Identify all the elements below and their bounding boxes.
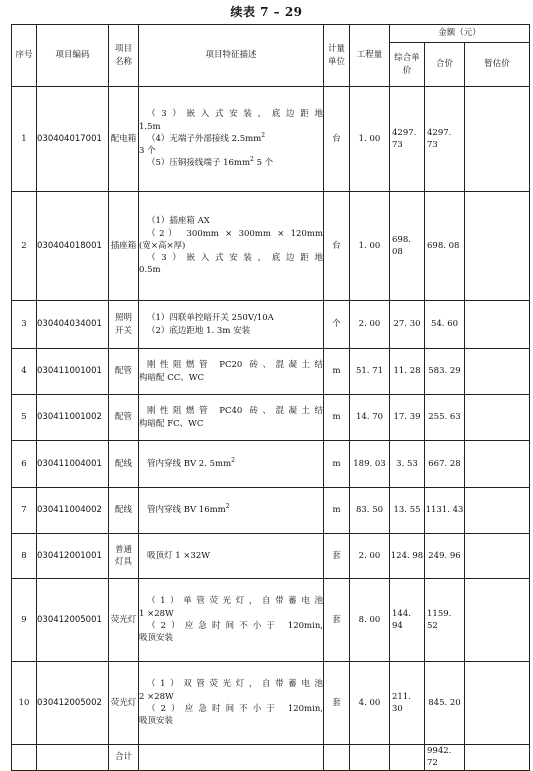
row-name: 普通灯具 [109, 534, 139, 579]
row-desc [139, 395, 324, 441]
header-name: 项目名称 [109, 25, 139, 87]
row-code: 030404017001 [37, 87, 109, 192]
bill-of-quantities-table [11, 24, 530, 771]
header-qty: 工程量 [350, 25, 390, 87]
total-qty-empty [350, 745, 390, 771]
row-name: 配管 [109, 349, 139, 395]
desc-line: 2 ×28W [139, 691, 174, 702]
header-desc: 项目特征描述 [139, 25, 324, 87]
row-estimate [465, 488, 530, 534]
header-unit: 计量单位 [324, 25, 350, 87]
header-amount-group: 金额（元） [390, 25, 530, 43]
row-code: 030411001001 [37, 349, 109, 395]
row-total: 583. 29 [425, 349, 465, 395]
total-code-empty [37, 745, 109, 771]
desc-line: 管内穿线 BV 2. $5mm^2$ [147, 457, 235, 469]
desc-line: （2）应急时间不小于 120min, [147, 704, 323, 714]
row-total: 4297. 73 [425, 87, 465, 192]
total-value: 9942. 72 [425, 745, 465, 771]
row-unit: m [324, 488, 350, 534]
row-code: 030404034001 [37, 301, 109, 349]
row-seq: 8 [12, 534, 37, 579]
row-name: 插座箱 [109, 192, 139, 301]
desc-line: 3 个 [139, 146, 156, 157]
table-row [12, 534, 530, 579]
row-unit-price: 698. 08 [390, 192, 425, 301]
row-estimate [465, 192, 530, 301]
row-estimate [465, 301, 530, 349]
row-name: 配线 [109, 441, 139, 488]
row-name: 荧光灯 [109, 662, 139, 745]
row-unit-price: 27. 30 [390, 301, 425, 349]
row-desc [139, 488, 324, 534]
row-estimate [465, 662, 530, 745]
row-estimate [465, 534, 530, 579]
row-seq: 9 [12, 579, 37, 662]
row-unit-price: 211. 30 [390, 662, 425, 745]
row-unit-price: 4297. 73 [390, 87, 425, 192]
row-unit: 套 [324, 662, 350, 745]
row-qty: 14. 70 [350, 395, 390, 441]
row-name: 荧光灯 [109, 579, 139, 662]
row-total: 255. 63 [425, 395, 465, 441]
row-estimate [465, 87, 530, 192]
desc-line: 吸顶灯 1 ×32W [147, 550, 210, 561]
header-estimate: 暂估价 [465, 43, 530, 87]
desc-line: 构暗配 CC、WC [139, 372, 204, 383]
desc-line: (宽×高×厚) [139, 240, 186, 251]
row-qty: 4. 00 [350, 662, 390, 745]
row-seq: 6 [12, 441, 37, 488]
row-unit-price: 144. 94 [390, 579, 425, 662]
row-qty: 2. 00 [350, 534, 390, 579]
row-seq: 4 [12, 349, 37, 395]
row-desc [139, 349, 324, 395]
row-unit-price: 124. 98 [390, 534, 425, 579]
row-unit-price: 11. 28 [390, 349, 425, 395]
desc-line: 吸顶安装 [139, 716, 174, 727]
table-row [12, 87, 530, 192]
desc-line: （1）双管荧光灯，自带蓄电池 [147, 679, 323, 690]
row-qty: 189. 03 [350, 441, 390, 488]
row-name: 照明开关 [109, 301, 139, 349]
row-unit: 套 [324, 534, 350, 579]
desc-line: 1.5m [139, 121, 161, 132]
row-unit: 台 [324, 192, 350, 301]
row-qty: 2. 00 [350, 301, 390, 349]
row-name: 配电箱 [109, 87, 139, 192]
row-desc [139, 579, 324, 662]
row-estimate [465, 349, 530, 395]
desc-line: （5）压铜接线端子 $16mm^2$ 5 个 [147, 156, 274, 169]
desc-line: 刚性阻燃管 PC40 砖、混凝土结 [147, 406, 323, 417]
row-estimate [465, 441, 530, 488]
table-row [12, 662, 530, 745]
row-code: 030412005001 [37, 579, 109, 662]
row-desc [139, 662, 324, 745]
row-total: 698. 08 [425, 192, 465, 301]
row-desc [139, 87, 324, 192]
desc-line: 吸顶安装 [139, 633, 174, 644]
row-code: 030412001001 [37, 534, 109, 579]
total-desc-empty [139, 745, 324, 771]
row-qty: 83. 50 [350, 488, 390, 534]
row-total: 249. 96 [425, 534, 465, 579]
row-qty: 8. 00 [350, 579, 390, 662]
row-estimate [465, 395, 530, 441]
row-qty: 1. 00 [350, 192, 390, 301]
desc-line: （3）嵌入式安装，底边距地 [147, 253, 323, 264]
total-estimate-empty [465, 745, 530, 771]
row-unit-price: 17. 39 [390, 395, 425, 441]
superscript: 2 [250, 156, 254, 164]
row-total: 1159. 52 [425, 579, 465, 662]
superscript: 2 [225, 503, 230, 511]
row-name: 配线 [109, 488, 139, 534]
row-qty: 1. 00 [350, 87, 390, 192]
desc-line: （3）嵌入式安装，底边距地 [147, 109, 323, 120]
table-row [12, 349, 530, 395]
total-label: 合计 [109, 745, 139, 771]
desc-line: （1）单管荧光灯，自带蓄电池 [147, 596, 323, 607]
total-row [12, 745, 530, 771]
table-row [12, 395, 530, 441]
header-unit-price: 综合单价 [390, 43, 425, 87]
table-row [12, 301, 530, 349]
table-row [12, 579, 530, 662]
row-code: 030411004002 [37, 488, 109, 534]
superscript: 2 [231, 457, 235, 465]
row-desc [139, 192, 324, 301]
row-unit-price: 13. 55 [390, 488, 425, 534]
total-unit-empty [324, 745, 350, 771]
row-name: 配管 [109, 395, 139, 441]
row-seq: 5 [12, 395, 37, 441]
row-total: 54. 60 [425, 301, 465, 349]
superscript: 2 [261, 132, 266, 140]
row-seq: 1 [12, 87, 37, 192]
row-estimate [465, 579, 530, 662]
desc-line: （4）无端子外部接线 $2.5mm^2$ [147, 132, 266, 144]
row-unit: m [324, 441, 350, 488]
desc-line: （2）底边距地 1. 3m 安装 [147, 325, 251, 336]
desc-line: 1 ×28W [139, 608, 174, 619]
desc-line: （2）应急时间不小于 120min, [147, 621, 323, 631]
row-total: 845. 20 [425, 662, 465, 745]
row-seq: 7 [12, 488, 37, 534]
desc-line: 0.5m [139, 265, 161, 276]
row-unit: 个 [324, 301, 350, 349]
desc-line: （2） 300mm × 300mm × 120mm [147, 228, 323, 239]
header-total: 合价 [425, 43, 465, 87]
row-desc [139, 441, 324, 488]
desc-line: （1）四联单控暗开关 250V/10A [147, 313, 274, 324]
row-code: 030411001002 [37, 395, 109, 441]
header-code: 项目编码 [37, 25, 109, 87]
row-code: 030412005002 [37, 662, 109, 745]
table-row [12, 441, 530, 488]
row-code: 030411004001 [37, 441, 109, 488]
row-qty: 51. 71 [350, 349, 390, 395]
row-total: 1131. 43 [425, 488, 465, 534]
row-unit-price: 3. 53 [390, 441, 425, 488]
row-unit: m [324, 349, 350, 395]
row-unit: m [324, 395, 350, 441]
header-seq: 序号 [12, 25, 37, 87]
total-unit-price-empty [390, 745, 425, 771]
table-title: 续表 7 – 29 [230, 5, 303, 19]
row-seq: 3 [12, 301, 37, 349]
total-seq-empty [12, 745, 37, 771]
row-desc [139, 534, 324, 579]
row-unit: 台 [324, 87, 350, 192]
desc-line: 管内穿线 BV $16mm^2$ [147, 503, 230, 516]
desc-line: 刚性阻燃管 PC20 砖、混凝土结 [147, 360, 323, 371]
row-code: 030404018001 [37, 192, 109, 301]
table-row [12, 192, 530, 301]
row-seq: 2 [12, 192, 37, 301]
table-row [12, 488, 530, 534]
row-total: 667. 28 [425, 441, 465, 488]
row-seq: 10 [12, 662, 37, 745]
desc-line: （1）插座箱 AX [147, 216, 210, 227]
desc-line: 构暗配 FC、WC [139, 418, 204, 429]
row-desc [139, 301, 324, 349]
row-unit: 套 [324, 579, 350, 662]
